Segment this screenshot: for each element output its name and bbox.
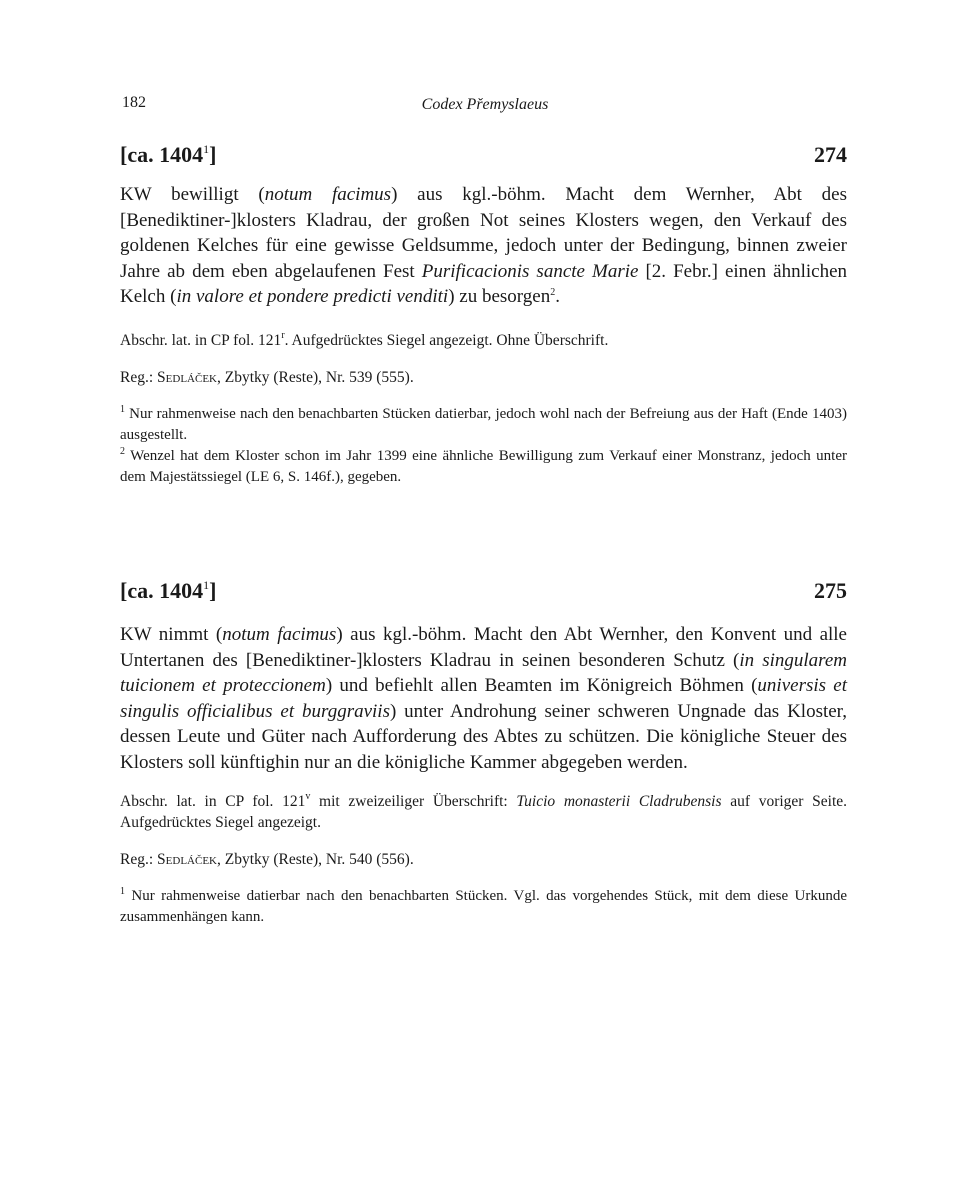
regest-reference: Reg.: Sedláček, Zbytky (Reste), Nr. 540 (556). bbox=[120, 851, 414, 868]
entry-274 bbox=[120, 142, 847, 488]
footnote-ref: 1 bbox=[203, 578, 210, 592]
running-title: Codex Přemyslaeus bbox=[421, 96, 549, 113]
entry-heading bbox=[120, 142, 847, 172]
source-note: Abschr. lat. in CP fol. 121$^r$. Aufgedrücktes Siegel angezeigt. Ohne Überschrift. bbox=[120, 329, 609, 349]
entry-summary: KW bewilligt (notum facimus) aus kgl.-böhm. Macht dem Wernher, Abt des [Benediktiner-]klosters Kladrau, der großen Not seines Klosters wegen, den Verkauf des goldenen Kelches für eine gewisse Geldsumme, jedoch unter der Bedingung, binnen zweier Jahre ab dem eben abgelaufenen Fest Purificacionis sancte Marie [2. Febr.] einen ähnlichen Kelch (in valore et pondere predicti venditi) zu besorgen$^2$. bbox=[120, 184, 848, 307]
footnote: $^2$ Wenzel hat dem Kloster schon im Jahr 1399 eine ähnliche Bewilligung zum Verkauf einer Monstranz, jedoch unter dem Majestätssiegel (LE 6, S. 146f.), gegeben. bbox=[120, 445, 847, 485]
page-number: 182 bbox=[122, 94, 146, 111]
footnote-ref: 1 bbox=[203, 142, 210, 156]
regest-reference: Reg.: Sedláček, Zbytky (Reste), Nr. 539 (555). bbox=[120, 368, 414, 386]
source-note: Abschr. lat. in CP fol. 121$^v$ mit zweizeiliger Überschrift: Tuicio monasterii Cladrubensis auf voriger Seite. Aufgedrücktes Siegel angezeigt. bbox=[120, 791, 848, 831]
entry-summary: KW nimmt (notum facimus) aus kgl.-böhm. Macht den Abt Wernher, den Konvent und alle Untertanen des [Benediktiner-]klosters Kladrau in seinen besonderen Schutz (in singularem tuicionem et proteccionem) und befiehlt allen Beamten im Königreich Böhmen (universis et singulis officialibus et burggraviis) unter Androhung seiner schweren Ungnade das Kloster, dessen Leute und Güter nach Aufforderung des Abtes zu schützen. Die königliche Steuer des Klosters soll künftighin nur an die königliche Kammer abgegeben werden. bbox=[120, 624, 847, 773]
entry-number: 274 bbox=[814, 142, 847, 167]
entry-heading bbox=[120, 578, 847, 608]
entry-date: [ca. 1404$^1$] bbox=[120, 142, 217, 167]
entry-275 bbox=[120, 578, 847, 928]
page-header bbox=[122, 94, 848, 118]
footnote: $^1$ Nur rahmenweise datierbar nach den benachbarten Stücken. Vgl. das vorgehendes Stück, mit dem diese Urkunde zusammenhängen kann. bbox=[120, 886, 847, 925]
footnote-ref: 2 bbox=[550, 287, 556, 298]
footnote: $^1$ Nur rahmenweise nach den benachbarten Stücken datierbar, jedoch wohl nach der Befreiung aus der Haft (Ende 1403) ausgestellt. bbox=[120, 403, 847, 443]
entry-number: 275 bbox=[814, 578, 847, 603]
entry-date: [ca. 1404$^1$] bbox=[120, 578, 217, 603]
